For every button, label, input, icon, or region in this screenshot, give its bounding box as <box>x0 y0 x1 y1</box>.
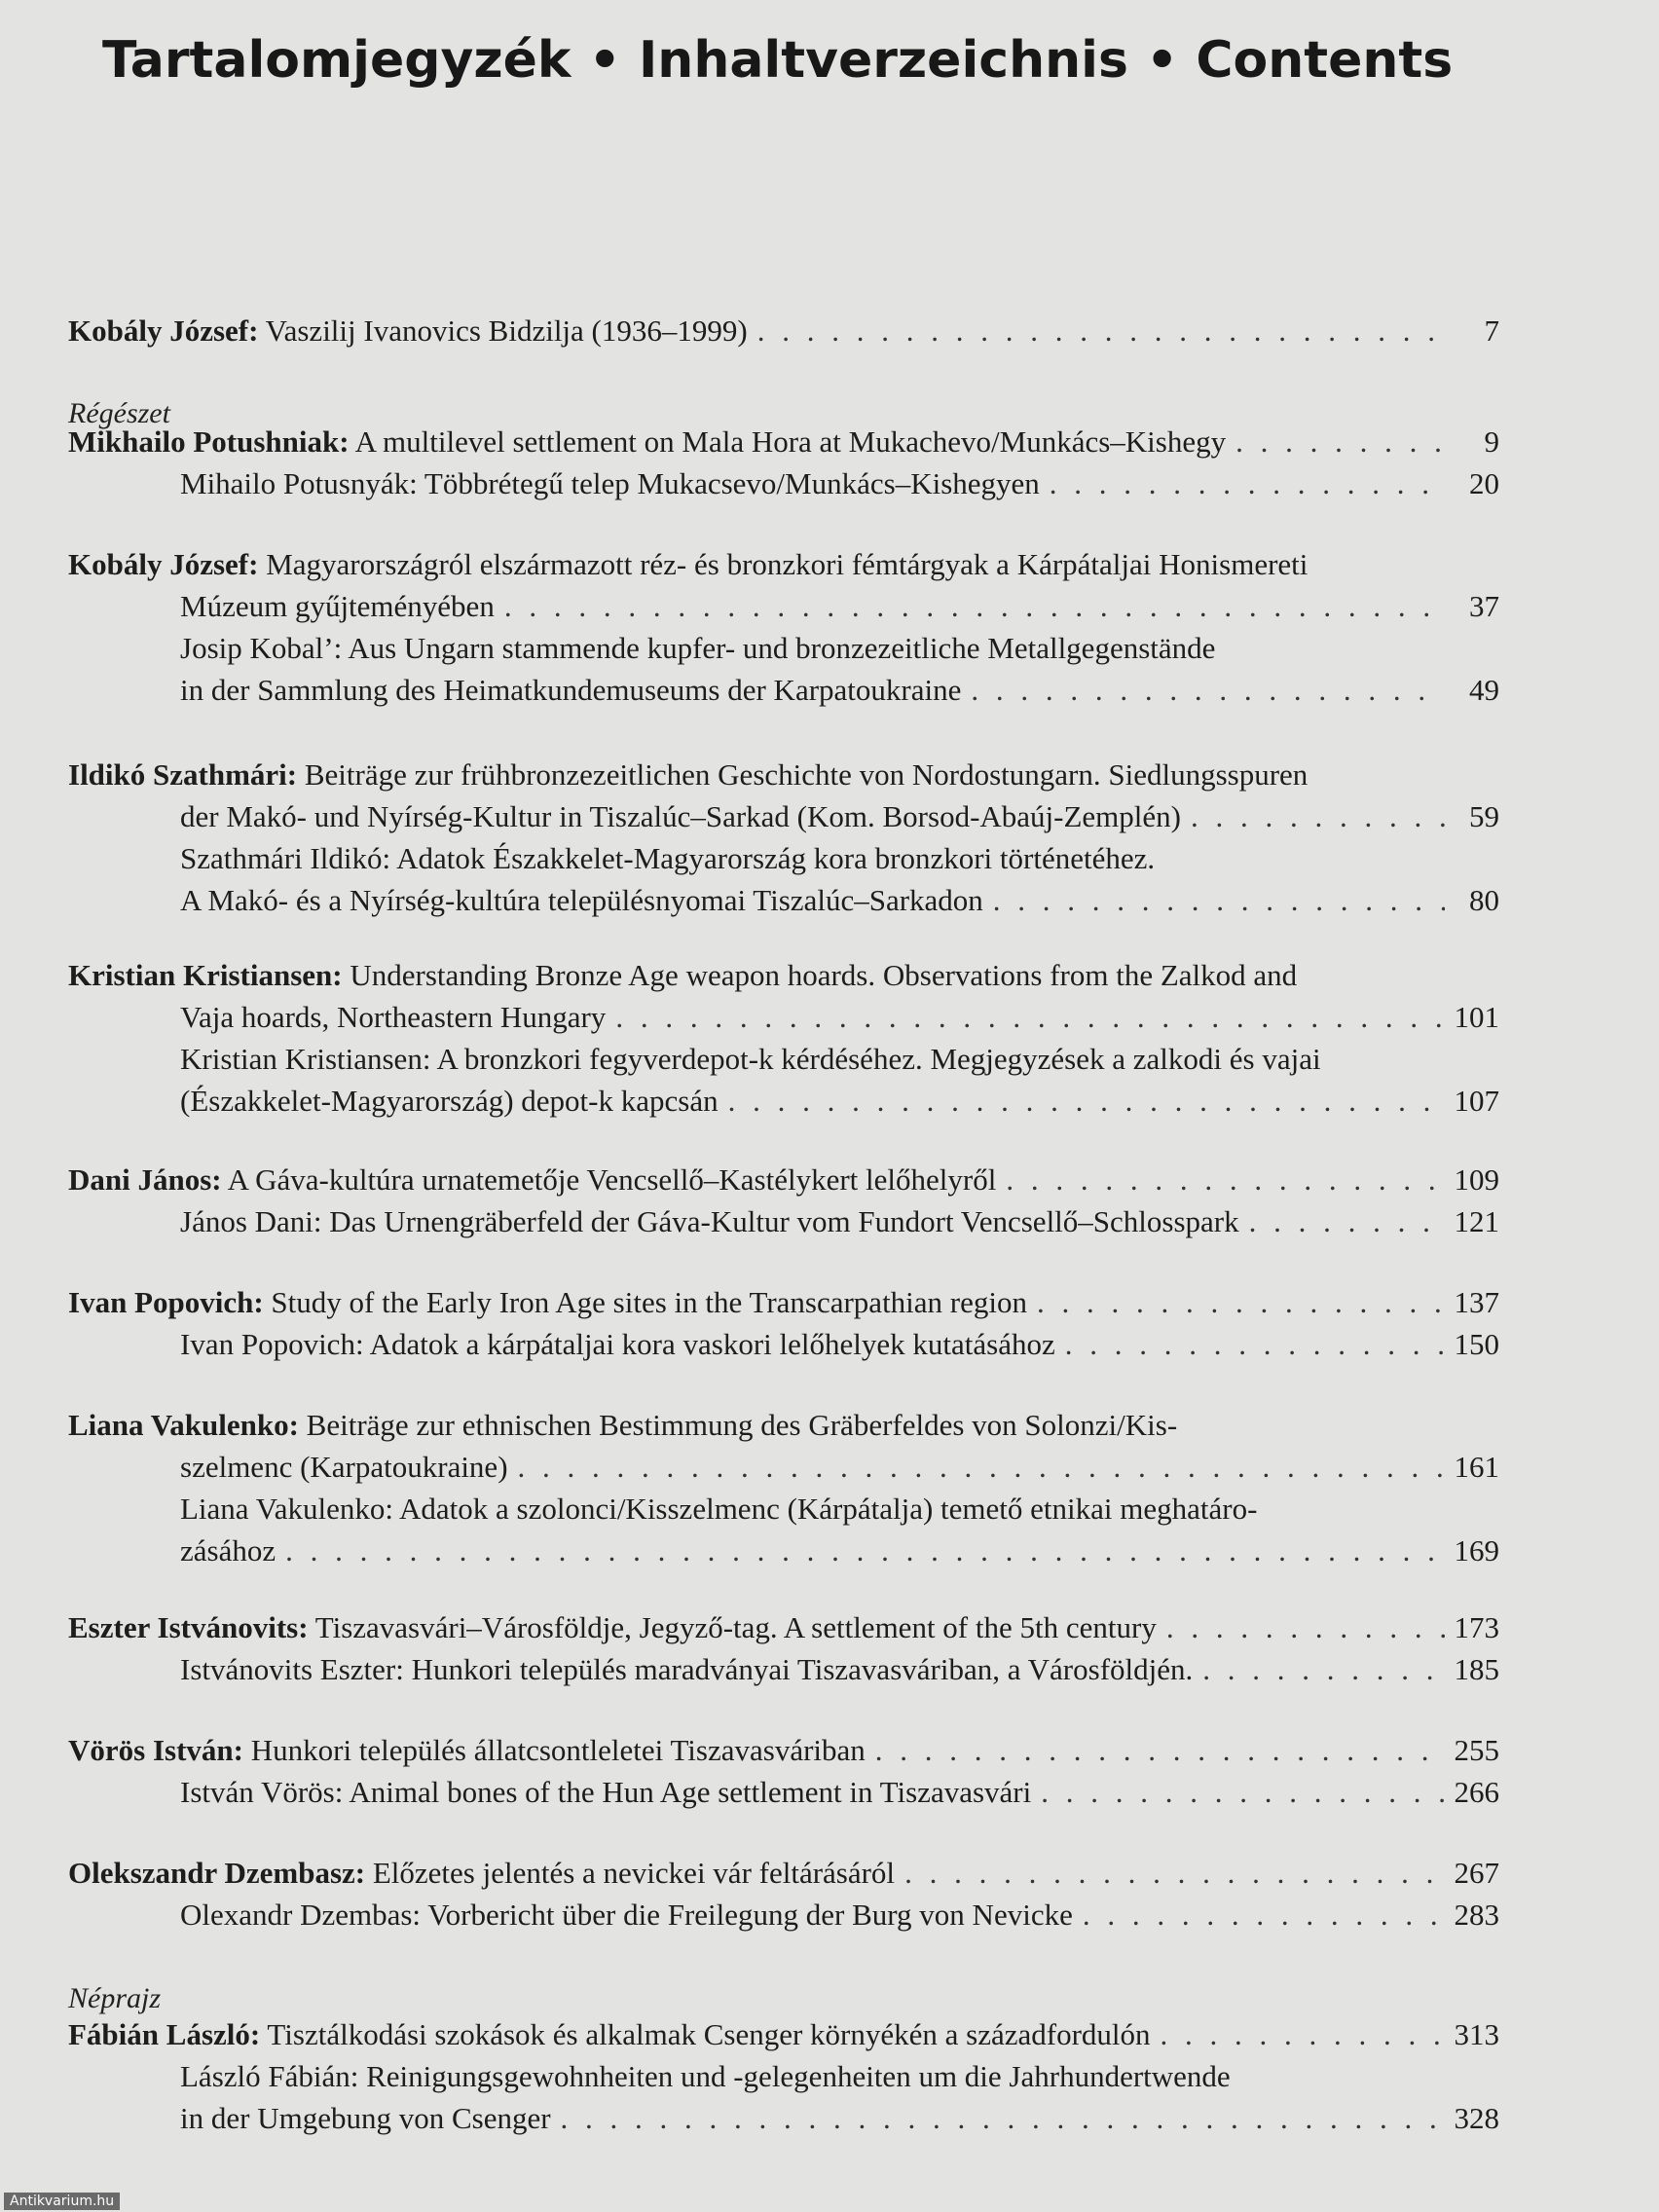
entry-title: Beiträge zur ethnischen Bestimmung des Gräberfeldes von Solonzi/Kis- <box>306 1408 1178 1442</box>
dot-leader <box>1083 1894 1445 1936</box>
toc-line <box>68 1729 1499 1771</box>
page-number: 80 <box>1469 883 1499 917</box>
entry-author: Vörös István: <box>68 1733 243 1767</box>
dot-leader <box>504 585 1445 627</box>
translation-line <box>68 627 1499 669</box>
toc-entry <box>68 954 1499 1122</box>
translation-line <box>68 1488 1499 1530</box>
toc-line <box>68 1404 1499 1446</box>
translation-title: Mihailo Potusnyák: Többrétegű telep Mukacsevo/Munkács–Kishegyen <box>180 466 1040 500</box>
toc-line-continued <box>68 996 1499 1038</box>
page-number: 255 <box>1454 1733 1499 1767</box>
entry-author: Kristian Kristiansen: <box>68 958 343 992</box>
entry-title: Understanding Bronze Age weapon hoards. Observations from the Zalkod and <box>350 958 1298 992</box>
translation-line <box>68 879 1499 921</box>
page-number: 283 <box>1454 1898 1499 1932</box>
section-heading-neprajz: Néprajz <box>68 1982 162 2014</box>
translation-line <box>68 837 1499 879</box>
page-number: 267 <box>1454 1856 1499 1890</box>
translation-title: A Makó- és a Nyírség-kultúra településnyomai Tiszalúc–Sarkadon <box>180 883 983 917</box>
entry-title: A multilevel settlement on Mala Hora at Mukachevo/Munkács–Kishegy <box>354 424 1227 459</box>
page-number: 101 <box>1454 1000 1499 1034</box>
dot-leader <box>561 2097 1445 2139</box>
toc-line <box>68 310 1499 351</box>
translation-line <box>68 669 1499 711</box>
watermark: Antikvarium.hu <box>4 2193 120 2210</box>
translation-title: Josip Kobal’: Aus Ungarn stammende kupfer- und bronzezeitliche Metallgegenstände <box>180 631 1216 665</box>
dot-leader <box>285 1530 1444 1571</box>
translation-title: Olexandr Dzembas: Vorbericht über die Freilegung der Burg von Nevicke <box>180 1898 1073 1932</box>
entry-title: Tiszavasvári–Városföldje, Jegyző-tag. A settlement of the 5th century <box>314 1610 1157 1644</box>
dot-leader <box>1249 1200 1445 1242</box>
translation-title: (Északkelet-Magyarország) depot-k kapcsán <box>180 1084 719 1118</box>
toc-entry <box>68 1606 1499 1690</box>
translation-title: zásához <box>180 1533 276 1567</box>
dot-leader <box>1006 1159 1444 1200</box>
toc-line-continued <box>68 795 1499 837</box>
page-number: 109 <box>1454 1162 1499 1197</box>
dot-leader <box>993 879 1445 921</box>
toc-entry <box>68 754 1499 921</box>
entry-title: Study of the Early Iron Age sites in the Transcarpathian region <box>271 1285 1027 1319</box>
entry-title: Hunkori település állatcsontleletei Tiszavasváriban <box>250 1733 866 1767</box>
dot-leader <box>1161 2013 1445 2055</box>
toc-entry <box>68 2013 1499 2139</box>
entry-author: Ivan Popovich: <box>68 1285 264 1319</box>
dot-leader <box>1037 1281 1445 1323</box>
translation-title: Liana Vakulenko: Adatok a szolonci/Kisszelmenc (Kárpátalja) temető etnikai meghatáro- <box>180 1492 1258 1526</box>
toc-line <box>68 754 1499 795</box>
page-number: 266 <box>1454 1775 1499 1809</box>
page-number: 107 <box>1454 1084 1499 1118</box>
translation-title: László Fábián: Reinigungsgewohnheiten und -gelegenheiten um die Jahrhundertwende <box>180 2059 1231 2093</box>
toc-entry <box>68 1159 1499 1242</box>
entry-author: Ildikó Szathmári: <box>68 757 298 792</box>
page-number: 137 <box>1454 1285 1499 1319</box>
dot-leader <box>1191 795 1445 837</box>
toc-entry <box>68 543 1499 711</box>
page-number: 313 <box>1454 2017 1499 2051</box>
page-number: 161 <box>1454 1450 1499 1484</box>
page-number: 121 <box>1454 1204 1499 1238</box>
page-number: 173 <box>1454 1610 1499 1644</box>
entry-title-continued: szelmenc (Karpatoukraine) <box>180 1450 508 1484</box>
page-number: 150 <box>1454 1327 1499 1361</box>
page-number: 7 <box>1484 313 1499 348</box>
entry-author: Olekszandr Dzembasz: <box>68 1856 366 1890</box>
toc-entry <box>68 1852 1499 1936</box>
entry-author: Dani János: <box>68 1162 222 1197</box>
translation-title: Ivan Popovich: Adatok a kárpátaljai kora vaskori lelőhelyek kutatásához <box>180 1327 1055 1361</box>
dot-leader <box>1065 1323 1445 1365</box>
toc-line-continued <box>68 585 1499 627</box>
translation-line <box>68 1894 1499 1936</box>
translation-title: Szathmári Ildikó: Adatok Északkelet-Magyarország kora bronzkori történetéhez. <box>180 841 1156 875</box>
translation-line <box>68 1530 1499 1571</box>
translation-line <box>68 1771 1499 1813</box>
entry-author: Mikhailo Potushniak: <box>68 424 350 459</box>
translation-line <box>68 2097 1499 2139</box>
entry-title: Vaszilij Ivanovics Bidzilja (1936–1999) <box>265 313 748 348</box>
toc-line <box>68 1852 1499 1894</box>
dot-leader <box>875 1729 1445 1771</box>
entry-author: Liana Vakulenko: <box>68 1408 299 1442</box>
entry-title: Tisztálkodási szokások és alkalmak Csenger környékén a századfordulón <box>267 2017 1151 2051</box>
page-number: 169 <box>1454 1533 1499 1567</box>
dot-leader <box>518 1446 1445 1488</box>
entry-title: Előzetes jelentés a nevickei vár feltárásáról <box>372 1856 896 1890</box>
toc-entry <box>68 1729 1499 1813</box>
entry-title: A Gáva-kultúra urnatemetője Vencsellő–Kastélykert lelőhelyről <box>227 1162 997 1197</box>
translation-title: Kristian Kristiansen: A bronzkori fegyverdepot-k kérdéséhez. Megjegyzések a zalkodi és vajai <box>180 1042 1321 1076</box>
page-number: 328 <box>1454 2101 1499 2135</box>
toc-line-continued <box>68 1446 1499 1488</box>
entry-author: Fábián László: <box>68 2017 261 2051</box>
page-title: Tartalomjegyzék • Inhaltverzeichnis • Contents <box>102 31 1454 90</box>
translation-title: Istvánovits Eszter: Hunkori település maradványai Tiszavasváriban, a Városföldjén. <box>180 1652 1194 1686</box>
page-number: 59 <box>1469 799 1499 833</box>
page-number: 20 <box>1469 466 1499 500</box>
translation-title: János Dani: Das Urnengräberfeld der Gáva-Kultur vom Fundort Vencsellő–Schlosspark <box>180 1204 1239 1238</box>
translation-line <box>68 1648 1499 1690</box>
entry-author: Eszter Istvánovits: <box>68 1610 309 1644</box>
toc-entry <box>68 1404 1499 1571</box>
toc-line <box>68 2013 1499 2055</box>
dot-leader <box>615 996 1444 1038</box>
translation-line <box>68 1038 1499 1080</box>
toc-line <box>68 954 1499 996</box>
entry-author: Kobály József: <box>68 547 259 581</box>
toc-entry <box>68 1281 1499 1365</box>
entry-title-continued: Vaja hoards, Northeastern Hungary <box>180 1000 607 1034</box>
entry-title-continued: der Makó- und Nyírség-Kultur in Tiszalúc–Sarkad (Kom. Borsod-Abaúj-Zemplén) <box>180 799 1181 833</box>
dot-leader <box>1041 1771 1444 1813</box>
toc-line <box>68 1606 1499 1648</box>
translation-line <box>68 1200 1499 1242</box>
entry-title: Beiträge zur frühbronzezeitlichen Geschichte von Nordostungarn. Siedlungsspuren <box>304 757 1309 792</box>
dot-leader <box>1235 421 1445 462</box>
entry-author: Kobály József: <box>68 313 259 348</box>
toc-line <box>68 421 1499 462</box>
translation-line <box>68 462 1499 504</box>
section-heading-regeszet: Régészet <box>68 397 170 429</box>
dot-leader <box>757 310 1445 351</box>
translation-line <box>68 2055 1499 2097</box>
page-number: 37 <box>1469 589 1499 623</box>
page-number: 49 <box>1469 673 1499 707</box>
translation-title: in der Sammlung des Heimatkundemuseums der Karpatoukraine <box>180 673 962 707</box>
toc-line <box>68 1159 1499 1200</box>
dot-leader <box>971 669 1445 711</box>
dot-leader <box>904 1852 1444 1894</box>
page-number: 9 <box>1484 424 1499 459</box>
toc-entry <box>68 310 1499 351</box>
translation-line <box>68 1323 1499 1365</box>
dot-leader <box>1166 1606 1445 1648</box>
entry-title-continued: Múzeum gyűjteményében <box>180 589 495 623</box>
dot-leader <box>728 1080 1445 1122</box>
toc-line <box>68 543 1499 585</box>
translation-title: in der Umgebung von Csenger <box>180 2101 551 2135</box>
entry-title: Magyarországról elszármazott réz- és bronzkori fémtárgyak a Kárpátaljai Honismereti <box>266 547 1309 581</box>
page-number: 185 <box>1454 1652 1499 1686</box>
toc-line <box>68 1281 1499 1323</box>
dot-leader <box>1050 462 1445 504</box>
toc-entry <box>68 421 1499 504</box>
translation-title: István Vörös: Animal bones of the Hun Age settlement in Tiszavasvári <box>180 1775 1032 1809</box>
dot-leader <box>1202 1648 1444 1690</box>
translation-line <box>68 1080 1499 1122</box>
